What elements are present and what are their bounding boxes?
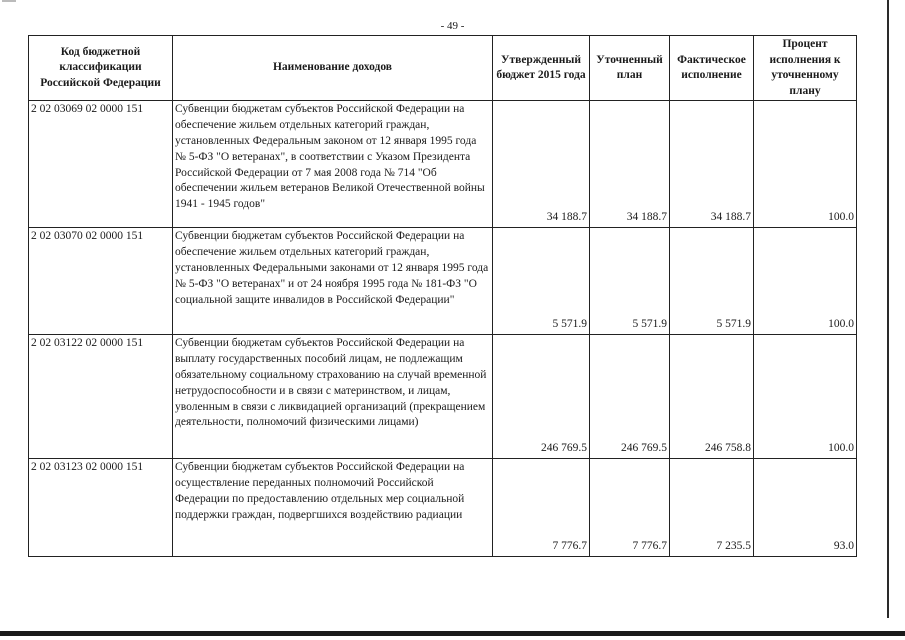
- cell-actual: 5 571.9: [670, 228, 754, 335]
- cell-actual: 246 758.8: [670, 335, 754, 459]
- scan-corner-mark: [2, 0, 16, 2]
- cell-approved: 7 776.7: [493, 459, 590, 557]
- cell-revised: 5 571.9: [590, 228, 670, 335]
- scan-border-bottom: [0, 631, 905, 636]
- page-number: - 49 -: [440, 20, 465, 32]
- cell-approved: 34 188.7: [493, 101, 590, 228]
- table-row: [29, 335, 857, 459]
- table-row: [29, 459, 857, 557]
- cell-approved: 246 769.5: [493, 335, 590, 459]
- table-header-row: [29, 36, 857, 101]
- header-approved: Утвержденный бюджет 2015 года: [493, 36, 590, 101]
- cell-percent: 100.0: [754, 228, 857, 335]
- table-row: [29, 101, 857, 228]
- cell-code: 2 02 03122 02 0000 151: [29, 335, 173, 459]
- cell-revised: 34 188.7: [590, 101, 670, 228]
- header-percent: Процент исполнения к уточненному плану: [754, 36, 857, 101]
- budget-revenue-table: [28, 35, 857, 557]
- header-actual: Фактическое исполнение: [670, 36, 754, 101]
- scan-border-right: [887, 0, 889, 618]
- cell-revised: 246 769.5: [590, 335, 670, 459]
- cell-name: Субвенции бюджетам субъектов Российской Федерации на выплату государственных пособий лицам, не подлежащим обязательному социальному страхованию на случай временной нетрудоспособности и в связи с материнством, и лицам, уволенным в связи с ликвидацией организаций (прекращением деятельности, полномочий физическими лицами): [173, 335, 493, 459]
- cell-percent: 100.0: [754, 335, 857, 459]
- cell-actual: 7 235.5: [670, 459, 754, 557]
- cell-revised: 7 776.7: [590, 459, 670, 557]
- table-row: [29, 228, 857, 335]
- cell-code: 2 02 03123 02 0000 151: [29, 459, 173, 557]
- header-name: Наименование доходов: [173, 36, 493, 101]
- cell-name: Субвенции бюджетам субъектов Российской Федерации на обеспечение жильем отдельных категорий граждан, установленных Федеральными законами от 12 января 1995 года № 5-ФЗ "О ветеранах" и от 24 ноября 1995 года № 181-ФЗ "О социальной защите инвалидов в Российской Федерации": [173, 228, 493, 335]
- cell-percent: 93.0: [754, 459, 857, 557]
- cell-actual: 34 188.7: [670, 101, 754, 228]
- cell-name: Субвенции бюджетам субъектов Российской Федерации на осуществление переданных полномочий Российской Федерации по предоставлению отдельных мер социальной поддержки граждан, подвергшихся воздействию радиации: [173, 459, 493, 557]
- header-code: Код бюджетной классификации Российской Федерации: [29, 36, 173, 101]
- cell-approved: 5 571.9: [493, 228, 590, 335]
- cell-code: 2 02 03070 02 0000 151: [29, 228, 173, 335]
- cell-code: 2 02 03069 02 0000 151: [29, 101, 173, 228]
- cell-percent: 100.0: [754, 101, 857, 228]
- header-revised: Уточненный план: [590, 36, 670, 101]
- cell-name: Субвенции бюджетам субъектов Российской Федерации на обеспечение жильем отдельных категорий граждан, установленных Федеральным законом от 12 января 1995 года № 5-ФЗ "О ветеранах", в соответствии с Указом Президента Российской Федерации от 7 мая 2008 года № 714 "Об обеспечении жильем ветеранов Великой Отечественной войны 1941 - 1945 годов": [173, 101, 493, 228]
